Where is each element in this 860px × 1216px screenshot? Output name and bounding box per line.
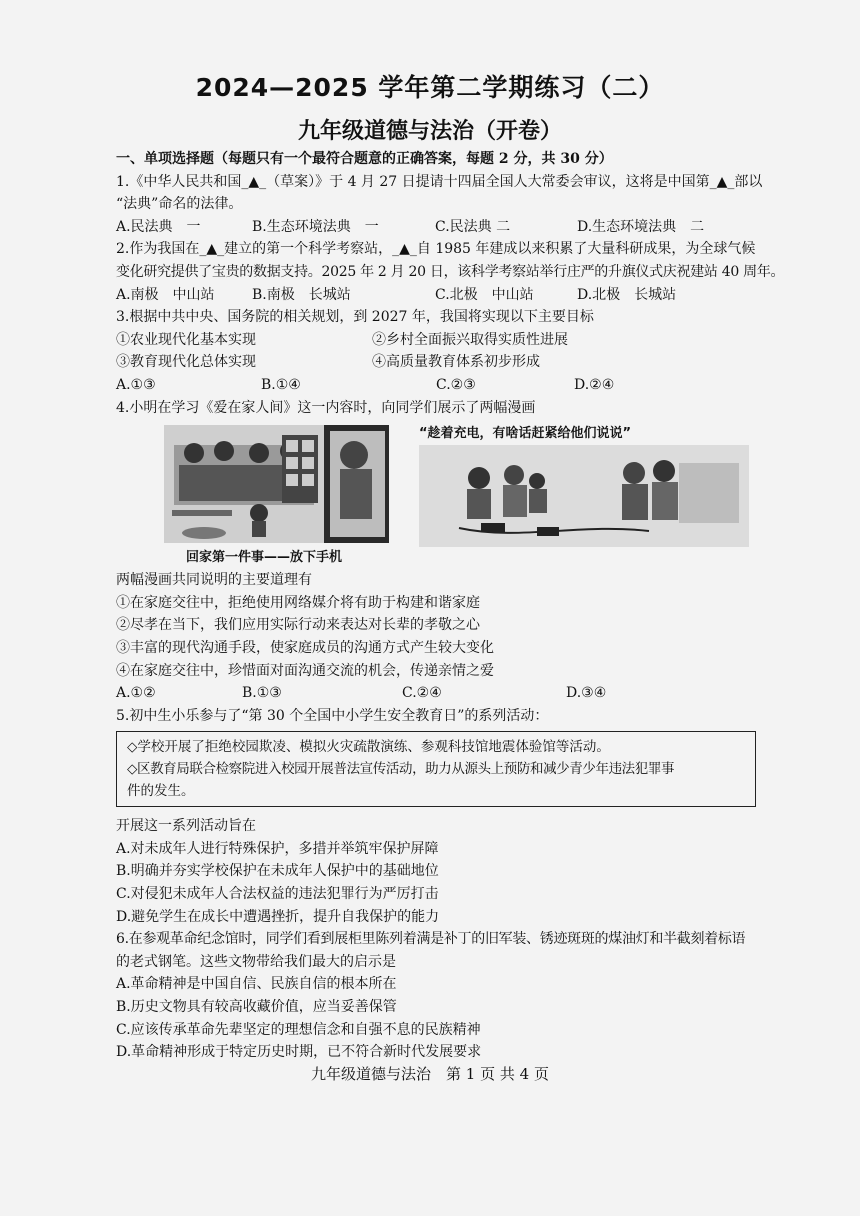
q3-option-d: D.②④ (574, 376, 615, 393)
q2-option-a: A.南极 中山站 (116, 286, 215, 303)
q4-option-a: A.①② (116, 685, 156, 702)
q4-option-d: D.③④ (566, 685, 607, 702)
exam-title: 2024—2025 学年第二学期练习（二） (195, 73, 665, 102)
q4-stem: 4.小明在学习《爱在家人间》这一内容时，向同学们展示了两幅漫画 (116, 399, 536, 416)
q3-options (116, 374, 826, 397)
q3-option-b: B.①④ (261, 376, 301, 393)
comic-right-caption: “趁着充电，有啥话赶紧给他们说说” (419, 426, 632, 442)
q5-lead: 开展这一系列活动旨在 (116, 818, 256, 835)
section-heading: 一、单项选择题（每题只有一个最符合题意的正确答案，每题 2 分，共 30 分） (116, 151, 613, 167)
q4-statement-3: ③丰富的现代沟通手段，使家庭成员的沟通方式产生较大变化 (116, 639, 494, 656)
exam-subtitle: 九年级道德与法治（开卷） (297, 119, 562, 144)
q6-option-b: B.历史文物具有较高收藏价值，应当妥善保管 (116, 999, 397, 1016)
q6-option-d: D.革命精神形成于特定历史时期，已不符合新时代发展要求 (116, 1044, 482, 1061)
q4-option-b: B.①③ (242, 685, 282, 702)
q4-statement-1: ①在家庭交往中，拒绝使用网络媒介将有助于构建和谐家庭 (116, 594, 480, 611)
comic-left-caption: 回家第一件事——放下手机 (186, 550, 343, 566)
q3-statements-row2 (116, 351, 826, 374)
q4-statement-2: ②尽孝在当下，我们应用实际行动来表达对长辈的孝敬之心 (116, 617, 480, 634)
q6-option-c: C.应该传承革命先辈坚定的理想信念和自强不息的民族精神 (116, 1021, 481, 1038)
q2-stem-cont: 变化研究提供了宝贵的数据支持。2025 年 2 月 20 日，该科学考察站举行庄严的升旗仪式庆祝建站 40 周年。 (116, 263, 785, 280)
q5-option-a: A.对未成年人进行特殊保护，多措并举筑牢保护屏障 (116, 840, 439, 857)
q3-statement-4: ④高质量教育体系初步形成 (372, 354, 540, 371)
q6-stem-cont: 的老式钢笔。这些文物带给我们最大的启示是 (116, 953, 396, 970)
q5-material-3: 件的发生。 (127, 783, 195, 800)
q1-option-a: A.民法典 一 (116, 218, 201, 235)
q5-material-1: ◇学校开展了拒绝校园欺凌、模拟火灾疏散演练、参观科技馆地震体验馆等活动。 (127, 739, 610, 756)
q1-stem-cont: “法典”命名的法律。 (116, 196, 243, 213)
q5-option-d: D.避免学生在成长中遭遇挫折，提升自我保护的能力 (116, 908, 440, 925)
q6-stem: 6.在参观革命纪念馆时，同学们看到展柜里陈列着满是补丁的旧军装、锈迹斑斑的煤油灯和半截刻着标语 (116, 931, 746, 948)
q3-stem: 3.根据中共中央、国务院的相关规划，到 2027 年，我国将实现以下主要目标 (116, 309, 594, 326)
q3-statement-3: ③教育现代化总体实现 (116, 354, 256, 371)
q4-statement-4: ④在家庭交往中，珍惜面对面沟通交流的机会，传递亲情之爱 (116, 662, 494, 679)
q1-option-c: C.民法典 二 (435, 218, 511, 235)
q5-material-2: ◇区教育局联合检察院进入校园开展普法宣传活动，助力从源头上预防和减少青少年违法犯罪事 (127, 761, 675, 778)
q3-statements-row1 (116, 329, 826, 352)
q2-option-b: B.南极 长城站 (252, 286, 351, 303)
q2-option-c: C.北极 中山站 (435, 286, 534, 303)
q3-option-a: A.①③ (116, 376, 156, 393)
comic-left-image (164, 425, 389, 543)
q6-option-a: A.革命精神是中国自信、民族自信的根本所在 (116, 976, 397, 993)
q2-options (116, 284, 826, 307)
q5-option-c: C.对侵犯未成年人合法权益的违法犯罪行为严厉打击 (116, 886, 439, 903)
q1-option-d: D.生态环境法典 二 (577, 218, 705, 235)
comic-right-image (419, 423, 749, 547)
q1-option-b: B.生态环境法典 一 (252, 218, 379, 235)
q1-stem: 1.《中华人民共和国_▲_（草案）》于 4 月 27 日提请十四届全国人大常委会审议，这将是中国第_▲_部以 (116, 173, 763, 190)
q4-option-c: C.②④ (402, 685, 442, 702)
q5-material-box (116, 731, 756, 807)
q3-statement-1: ①农业现代化基本实现 (116, 331, 256, 348)
q3-option-c: C.②③ (436, 376, 476, 393)
q5-stem: 5.初中生小乐参与了“第 30 个全国中小学生安全教育日”的系列活动： (116, 707, 549, 724)
q1-options (116, 216, 826, 239)
exam-body (116, 148, 826, 1064)
q4-options (116, 682, 826, 705)
q5-option-b: B.明确并夯实学校保护在未成年人保护中的基础地位 (116, 863, 439, 880)
q3-statement-2: ②乡村全面振兴取得实质性进展 (372, 331, 568, 348)
q2-option-d: D.北极 长城站 (577, 286, 677, 303)
q4-lead: 两幅漫画共同说明的主要道理有 (116, 572, 312, 589)
page-footer: 九年级道德与法治 第 1 页 共 4 页 (311, 1065, 549, 1083)
q2-stem: 2.作为我国在_▲_建立的第一个科学考察站，_▲_自 1985 年建成以来积累了大量科研成果，为全球气候 (116, 241, 756, 258)
q4-comics (116, 423, 826, 567)
